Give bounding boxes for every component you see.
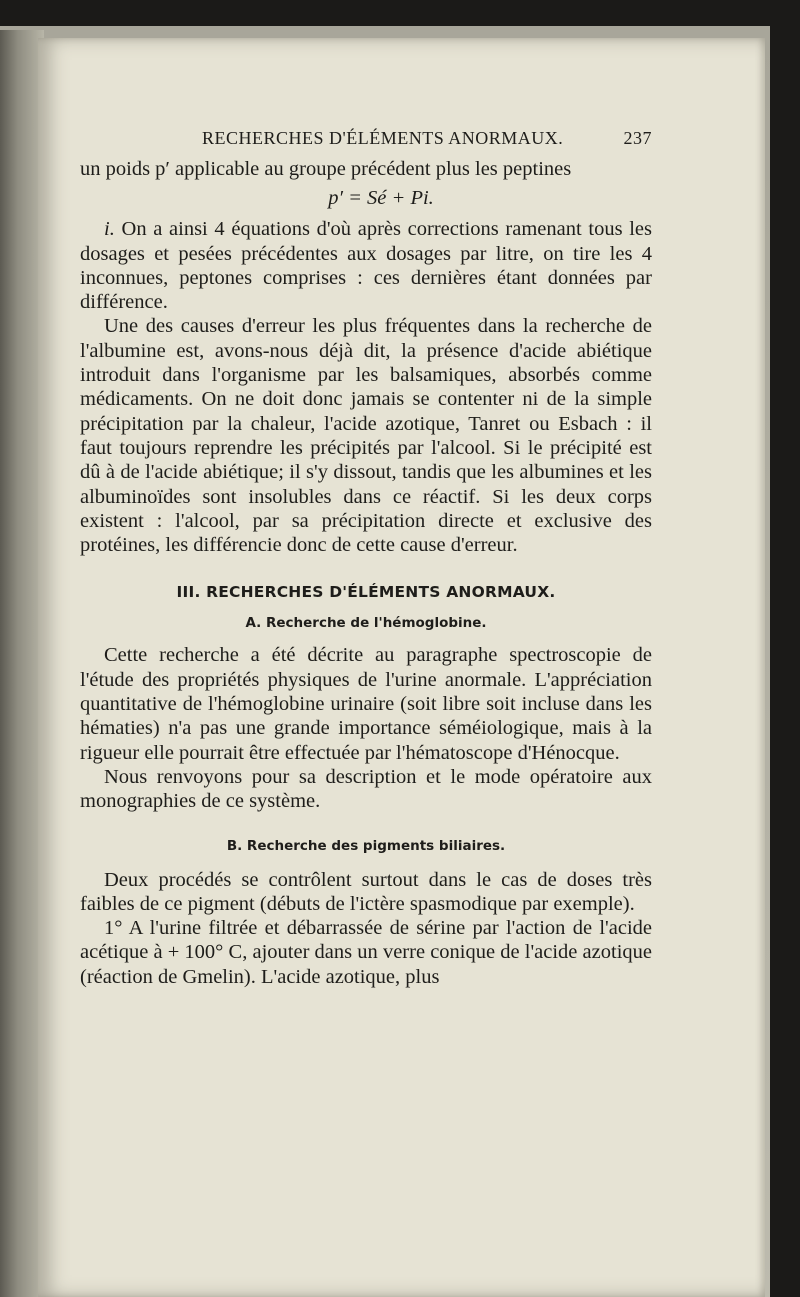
page-number: 237 bbox=[623, 128, 652, 148]
formula bbox=[80, 185, 652, 211]
section-title: III. RECHERCHES D'ÉLÉMENTS ANORMAUX. bbox=[176, 583, 556, 602]
paragraph-hemoglobin-2: Nous renvoyons pour sa description et le mode opératoire aux monographies de ce système. bbox=[80, 765, 652, 813]
paragraph-abietic-acid: Une des causes d'erreur les plus fréquentes dans la recherche de l'albumine est, avons-nous déjà dit, la présence d'acide abiétique introduit dans l'organisme par les balsamiques, absorbés comme médicaments. On ne doit donc jamais se contenter ni de la simple précipitation par la chaleur, l'acide azotique, Tanret ou Esbach : il faut toujours reprendre les précipités par l'alcool. Si le précipité est dû à de l'acide abiétique; il s'y dissout, tandis que les albumines et les albuminoïdes sont insolubles dans ce réactif. Si les deux corps existent : l'alcool, par sa précipitation directe et exclusive des protéines, les différencie donc de cette cause d'erreur. bbox=[80, 315, 652, 557]
running-head-title: RECHERCHES D'ÉLÉMENTS ANORMAUX. bbox=[202, 128, 564, 148]
formula-text: p′ = Sé + Pi. bbox=[328, 187, 434, 210]
paragraph-bile-1: Deux procédés se contrôlent surtout dans le cas de doses très faibles de ce pigment (débuts de l'ictère spasmodique par exemple). bbox=[80, 868, 652, 915]
paragraph-continuation: un poids p′ applicable au groupe précédent plus les peptines bbox=[80, 158, 572, 180]
paragraph-hemoglobin-1: Cette recherche a été décrite au paragraphe spectroscopie de l'étude des propriétés physiques de l'urine anormale. L'appréciation quantitative de l'hémoglobine urinaire (soit libre soit incluse dans les hématies) n'a pas une grande importance séméiologique, mais à la rigueur elle pourrait être effectuée par l'hématoscope d'Hénocque. bbox=[80, 644, 652, 764]
subsection-title-hemoglobin: A. Recherche de l'hémoglobine. bbox=[245, 615, 487, 632]
subsection-title-bile-pigments: B. Recherche des pigments biliaires. bbox=[226, 837, 506, 854]
paragraph-lead: i. bbox=[104, 218, 115, 241]
paragraph-equations bbox=[80, 217, 652, 314]
paragraph-equations-text: On a ainsi 4 équations d'où après corrections ramenant tous les dosages et pesées précédentes aux dosages par litre, on tire les 4 inconnues, peptones comprises : ces dernières étant données par différence. bbox=[80, 218, 652, 314]
paragraph-bile-2: 1° A l'urine filtrée et débarrassée de sérine par l'action de l'acide acétique à + 100° C, ajouter dans un verre conique de l'acide azotique (réaction de Gmelin). L'acide azotique, plus bbox=[80, 917, 652, 988]
page-text-block bbox=[80, 128, 652, 989]
running-head bbox=[80, 128, 652, 149]
